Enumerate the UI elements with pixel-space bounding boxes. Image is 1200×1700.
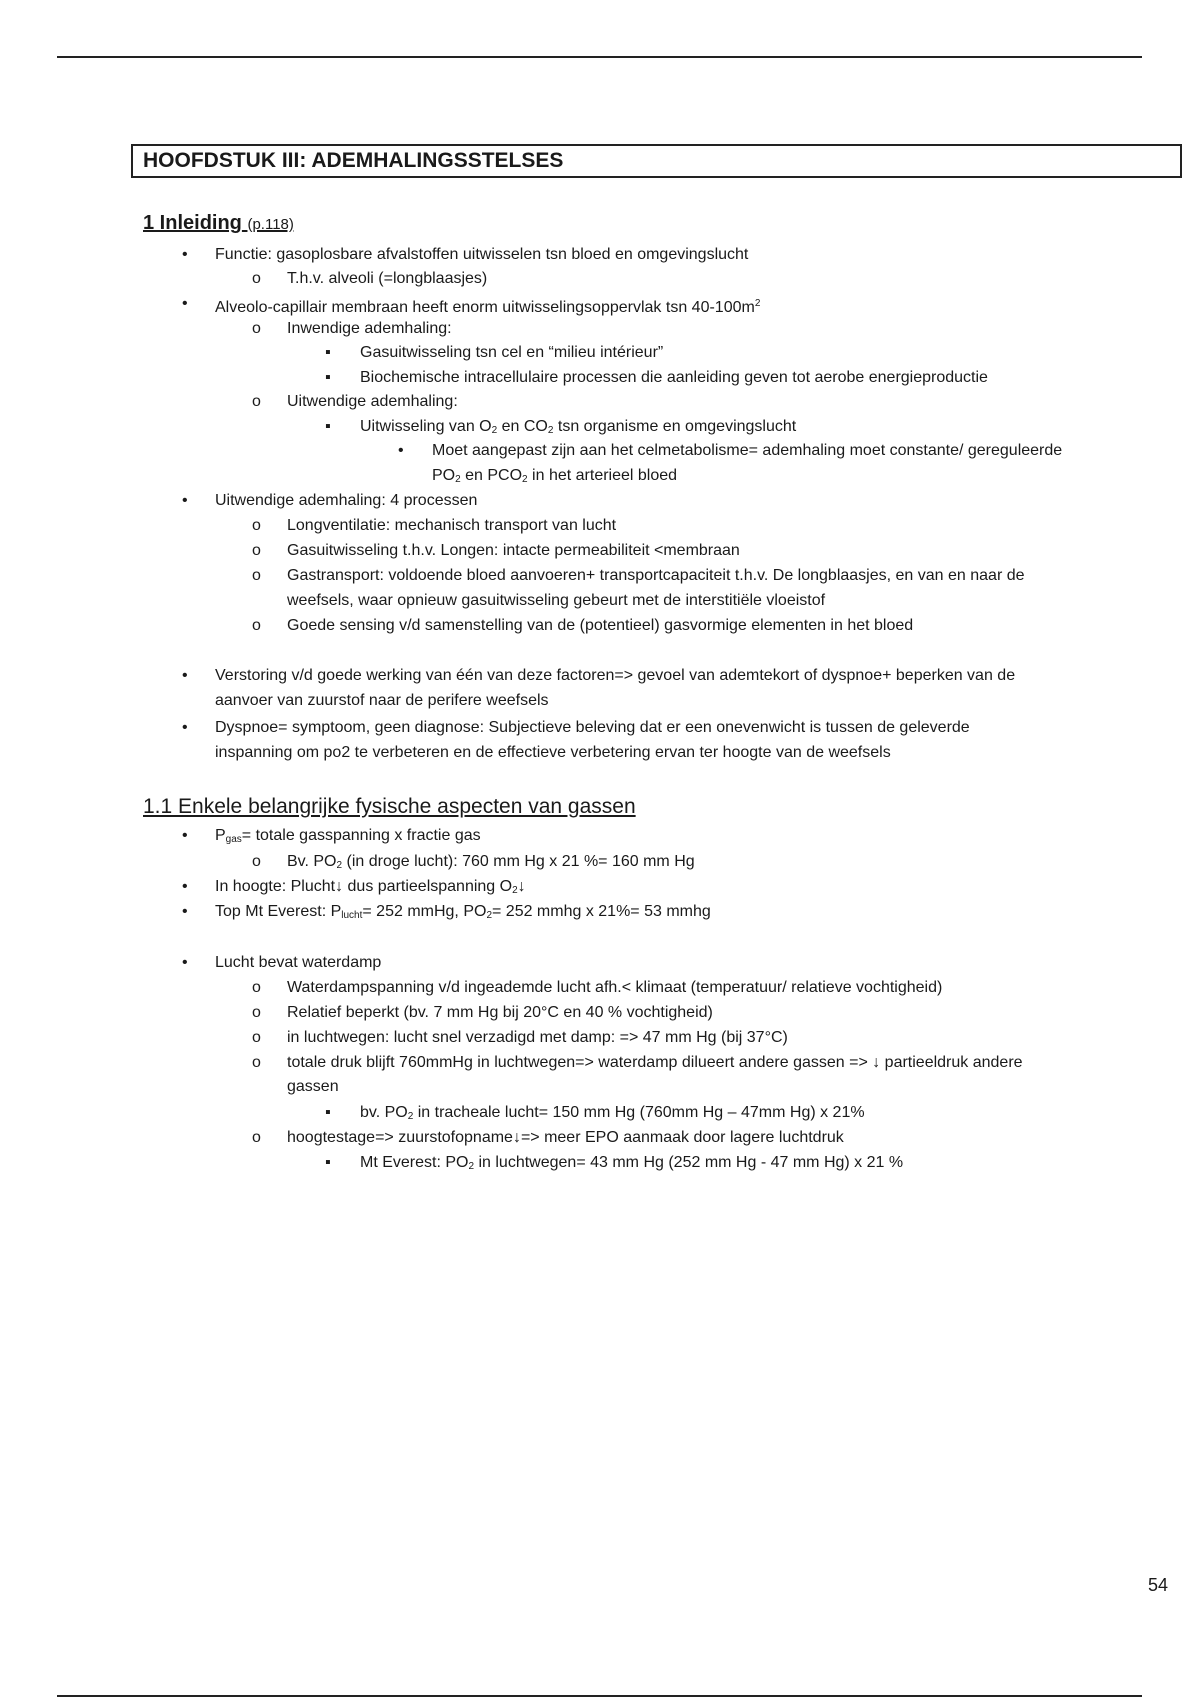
text-run: P <box>215 827 226 844</box>
subsection-title: 1.1 Enkele belangrijke fysische aspecten van gassen <box>143 795 636 818</box>
subscript: 2 <box>491 425 498 436</box>
subscript: 2 <box>547 425 554 436</box>
bullet-circle-icon: o <box>252 567 261 584</box>
list-item: Gasuitwisseling tsn cel en “milieu intérieur” <box>360 344 664 361</box>
bullet-circle-icon: o <box>252 517 261 534</box>
bullet-disc-icon: • <box>398 442 404 459</box>
list-item: hoogtestage=> zuurstofopname↓=> meer EPO aanmaak door lagere luchtdruk <box>287 1129 844 1146</box>
list-item: Moet aangepast zijn aan het celmetabolisme= ademhaling moet constante/ gereguleerde <box>432 442 1063 459</box>
header-rule <box>57 56 1142 58</box>
bullet-square-icon: ▪ <box>325 344 331 361</box>
list-item: T.h.v. alveoli (=longblaasjes) <box>287 270 488 287</box>
subscript: 2 <box>407 1111 414 1122</box>
text-run: Bv. PO <box>287 853 337 870</box>
bullet-disc-icon: • <box>182 903 188 920</box>
list-item-continuation: weefsels, waar opnieuw gasuitwisseling gebeurt met de interstitiële vloeistof <box>287 592 826 609</box>
bullet-square-icon: ▪ <box>325 418 331 435</box>
arrow-down-icon: ↓ <box>517 878 526 895</box>
list-item <box>360 1101 865 1129</box>
text-run: in tracheale lucht= 150 mm Hg (760mm Hg – 47mm Hg) x 21% <box>413 1104 865 1121</box>
text-run: en CO <box>497 418 548 435</box>
text-run: bv. PO <box>360 1104 408 1121</box>
bullet-disc-icon: • <box>182 492 188 509</box>
text-run: in het arterieel bloed <box>527 467 678 484</box>
list-item: Uitwendige ademhaling: 4 processen <box>215 492 478 509</box>
subscript: 2 <box>522 474 528 485</box>
bullet-disc-icon: • <box>182 295 188 312</box>
bullet-circle-icon: o <box>252 320 261 337</box>
page-reference: (p.118) <box>247 216 294 233</box>
bullet-square-icon: ▪ <box>325 369 331 386</box>
text-run: = 252 mmhg x 21%= 53 mmhg <box>492 903 711 920</box>
text-run: = 252 mmHg, PO <box>362 903 487 920</box>
list-item: Goede sensing v/d samenstelling van de (potentieel) gasvormige elementen in het bloed <box>287 617 914 634</box>
bullet-circle-icon: o <box>252 1004 261 1021</box>
text-run: PO <box>432 467 456 484</box>
bullet-circle-icon: o <box>252 1129 261 1146</box>
list-item-continuation: gassen <box>287 1078 339 1095</box>
list-item: Gastransport: voldoende bloed aanvoeren+ transportcapaciteit t.h.v. De longblaasjes, en van en naar de <box>287 567 1025 584</box>
list-item <box>215 875 526 903</box>
text-run: (in droge lucht): 760 mm Hg x 21 %= 160 mm Hg <box>342 853 695 870</box>
list-item <box>215 824 481 852</box>
page-number: 54 <box>1148 1575 1169 1595</box>
text-run: Top Mt Everest: P <box>215 903 342 920</box>
list-item: Dyspnoe= symptoom, geen diagnose: Subjectieve beleving dat er een onevenwicht is tussen de geleverde <box>215 719 970 736</box>
list-item: Inwendige ademhaling: <box>287 320 452 337</box>
subscript: 2 <box>336 860 343 871</box>
list-item: in luchtwegen: lucht snel verzadigd met damp: => 47 mm Hg (bij 37°C) <box>287 1029 788 1046</box>
bullet-square-icon: ▪ <box>325 1104 331 1121</box>
bullet-circle-icon: o <box>252 979 261 996</box>
subscript: lucht <box>341 910 363 921</box>
list-item: Waterdampspanning v/d ingeademde lucht afh.< klimaat (temperatuur/ relatieve vochtigheid) <box>287 979 943 996</box>
bullet-disc-icon: • <box>182 878 188 895</box>
chapter-title: HOOFDSTUK III: ADEMHALINGSSTELSES <box>131 144 1182 178</box>
bullet-circle-icon: o <box>252 1029 261 1046</box>
list-item-continuation: inspanning om po2 te verbeteren en de effectieve verbetering ervan ter hoogte van de weefsels <box>215 744 891 761</box>
list-item: Biochemische intracellulaire processen die aanleiding geven tot aerobe energieproductie <box>360 369 988 386</box>
subscript: 2 <box>512 885 518 896</box>
text-run: Mt Everest: PO <box>360 1154 469 1171</box>
subscript: 2 <box>468 1161 475 1172</box>
list-item-continuation: aanvoer van zuurstof naar de perifere weefsels <box>215 692 549 709</box>
bullet-circle-icon: o <box>252 1054 261 1071</box>
list-item-continuation <box>432 464 677 492</box>
subscript: 2 <box>486 910 492 921</box>
section-heading <box>143 212 294 235</box>
list-item: Functie: gasoplosbare afvalstoffen uitwisselen tsn bloed en omgevingslucht <box>215 246 749 263</box>
subscript: gas <box>225 834 242 845</box>
bullet-disc-icon: • <box>182 246 188 263</box>
list-item: Gasuitwisseling t.h.v. Longen: intacte permeabiliteit <membraan <box>287 542 740 559</box>
bullet-disc-icon: • <box>182 827 188 844</box>
subscript: 2 <box>455 474 461 485</box>
text-run: In hoogte: Plucht↓ dus partieelspanning O <box>215 878 513 895</box>
text-run: = totale gasspanning x fractie gas <box>241 827 481 844</box>
list-item <box>287 850 695 878</box>
bullet-circle-icon: o <box>252 617 261 634</box>
list-item: totale druk blijft 760mmHg in luchtwegen=> waterdamp dilueert andere gassen => ↓ partieeldruk andere <box>287 1054 1023 1071</box>
list-item <box>215 900 711 928</box>
section-title: 1 Inleiding <box>143 212 242 234</box>
footer-rule <box>57 1695 1142 1697</box>
bullet-circle-icon: o <box>252 853 261 870</box>
bullet-square-icon: ▪ <box>325 1154 331 1171</box>
text-run: Uitwisseling van O <box>360 418 492 435</box>
bullet-disc-icon: • <box>182 954 188 971</box>
list-item: Verstoring v/d goede werking van één van deze factoren=> gevoel van ademtekort of dyspnoe+ beperken van de <box>215 667 1016 684</box>
list-item <box>360 1151 903 1179</box>
text-run: en PCO <box>460 467 523 484</box>
list-item: Longventilatie: mechanisch transport van lucht <box>287 517 617 534</box>
bullet-disc-icon: • <box>182 719 188 736</box>
bullet-circle-icon: o <box>252 270 261 287</box>
list-item-text: Alveolo-capillair membraan heeft enorm uitwisselingsoppervlak tsn 40-100m <box>215 299 755 316</box>
text-run: tsn organisme en omgevingslucht <box>553 418 797 435</box>
list-item: Uitwendige ademhaling: <box>287 393 458 410</box>
bullet-disc-icon: • <box>182 667 188 684</box>
list-item: Lucht bevat waterdamp <box>215 954 382 971</box>
text-run: in luchtwegen= 43 mm Hg (252 mm Hg - 47 mm Hg) x 21 % <box>474 1154 904 1171</box>
list-item <box>215 292 760 320</box>
superscript: 2 <box>754 298 761 309</box>
bullet-circle-icon: o <box>252 542 261 559</box>
bullet-circle-icon: o <box>252 393 261 410</box>
list-item: Relatief beperkt (bv. 7 mm Hg bij 20°C en 40 % vochtigheid) <box>287 1004 713 1021</box>
